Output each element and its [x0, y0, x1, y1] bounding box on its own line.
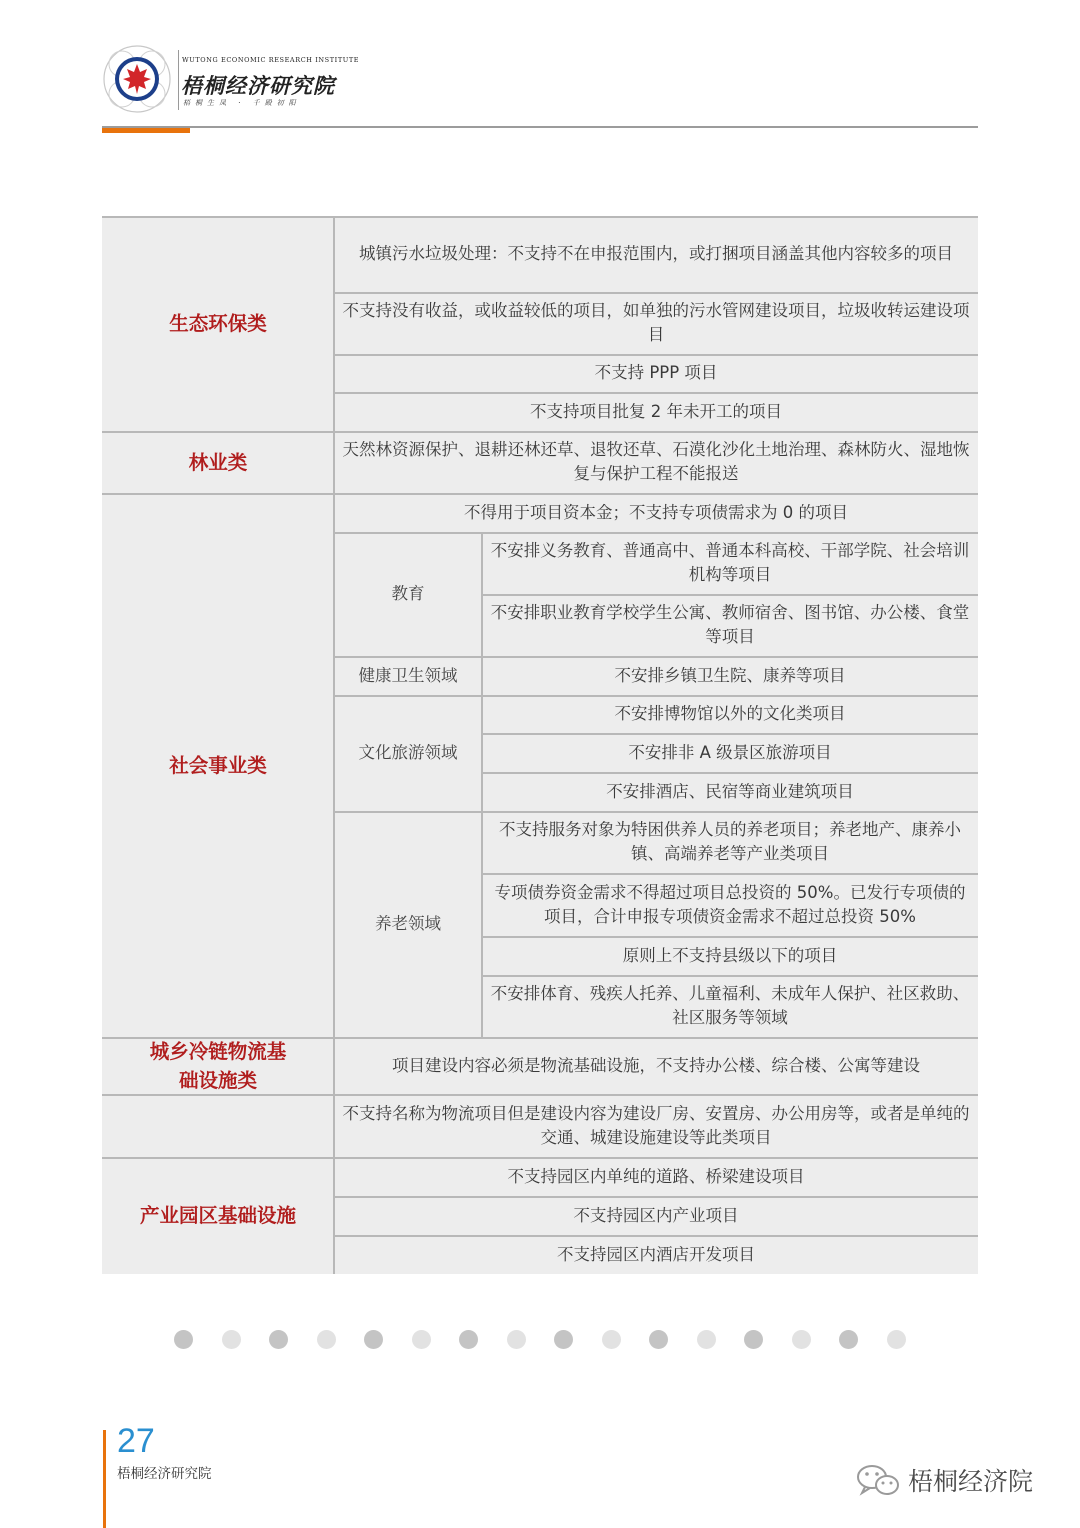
decorative-dot	[269, 1330, 288, 1349]
logo-divider	[178, 50, 179, 110]
page-number: 27	[117, 1422, 155, 1460]
category-logistics-continued	[102, 1094, 334, 1157]
row-divider	[334, 695, 978, 697]
logistics-rule-name: 不支持名称为物流项目但是建设内容为建设厂房、安置房、办公用房等，或者是单纯的交通、城建设施建设等此类项目	[334, 1094, 978, 1157]
category-eco: 生态环保类	[102, 216, 334, 431]
forest-rule: 天然林资源保护、退耕还林还草、退牧还草、石漠化沙化土地治理、森林防火、湿地恢复与保护工程不能报送	[334, 431, 978, 493]
decorative-dot	[792, 1330, 811, 1349]
culture-rule-scenic: 不安排非 A 级景区旅游项目	[482, 733, 978, 772]
row-divider	[334, 811, 978, 813]
wechat-watermark	[856, 1460, 1033, 1500]
row-divider	[334, 532, 978, 534]
row-divider	[482, 936, 978, 938]
subcategory-culture-tourism: 文化旅游领域	[334, 695, 482, 811]
category-park: 产业园区基础设施	[102, 1157, 334, 1274]
decorative-dot	[174, 1330, 193, 1349]
header-rule	[102, 126, 978, 128]
eco-rule-sewage: 城镇污水垃圾处理：不支持不在申报范围内，或打捆项目涵盖其他内容较多的项目	[334, 216, 978, 292]
decorative-dot	[887, 1330, 906, 1349]
row-divider	[482, 873, 978, 875]
row-divider	[482, 594, 978, 596]
row-divider	[334, 354, 978, 356]
park-rule-industry: 不支持园区内产业项目	[334, 1196, 978, 1235]
row-divider	[334, 1196, 978, 1198]
subcategory-elderly-care: 养老领域	[334, 811, 482, 1037]
education-rule-schools: 不安排义务教育、普通高中、普通本科高校、干部学院、社会培训机构等项目	[482, 532, 978, 594]
row-divider	[334, 656, 978, 658]
category-social: 社会事业类	[102, 493, 334, 1037]
decorative-dot	[507, 1330, 526, 1349]
decorative-dot	[602, 1330, 621, 1349]
page-header	[102, 40, 978, 136]
elderly-rule-sports: 不安排体育、残疾人托养、儿童福利、未成年人保护、社区救助、社区服务等领域	[482, 975, 978, 1037]
row-divider	[334, 1235, 978, 1237]
row-divider	[334, 292, 978, 294]
row-divider	[482, 772, 978, 774]
row-divider	[102, 1157, 978, 1159]
decorative-dot	[649, 1330, 668, 1349]
institute-name-chinese: 梧桐经济研究院	[181, 73, 335, 98]
category-forest: 林业类	[102, 431, 334, 493]
decorative-dot	[697, 1330, 716, 1349]
table-top-border	[102, 216, 978, 218]
row-divider	[102, 1094, 978, 1096]
decorative-dot	[459, 1330, 478, 1349]
row-divider	[102, 1037, 978, 1039]
institute-motto: 梧桐生凤 · 千殿初阳	[183, 99, 301, 107]
row-divider	[482, 733, 978, 735]
decorative-dot	[364, 1330, 383, 1349]
subcategory-health: 健康卫生领域	[334, 656, 482, 695]
row-divider	[102, 493, 978, 495]
header-accent-bar	[102, 128, 190, 133]
elderly-rule-service: 不支持服务对象为特困供养人员的养老项目；养老地产、康养小镇、高端养老等产业类项目	[482, 811, 978, 873]
column-divider-subcategory	[481, 532, 483, 1037]
health-rule: 不安排乡镇卫生院、康养等项目	[482, 656, 978, 695]
policy-table	[102, 216, 978, 1274]
decorative-dot	[554, 1330, 573, 1349]
decorative-dot	[412, 1330, 431, 1349]
elderly-rule-county: 原则上不支持县级以下的项目	[482, 936, 978, 975]
park-rule-roads: 不支持园区内单纯的道路、桥梁建设项目	[334, 1157, 978, 1196]
wechat-account-name: 梧桐经济院	[908, 1467, 1034, 1496]
row-divider	[334, 392, 978, 394]
wechat-icon	[856, 1463, 900, 1497]
education-rule-facilities: 不安排职业教育学校学生公寓、教师宿舍、图书馆、办公楼、食堂等项目	[482, 594, 978, 656]
decorative-dot	[222, 1330, 241, 1349]
eco-rule-revenue: 不支持没有收益，或收益较低的项目，如单独的污水管网建设项目，垃圾收转运建设项目	[334, 292, 978, 354]
column-divider-category	[333, 216, 335, 1274]
footer-accent-bar	[103, 1430, 106, 1528]
elderly-rule-funding: 专项债券资金需求不得超过项目总投资的 50%。已发行专项债的项目，合计申报专项债资金需求不超过总投资 50%	[482, 873, 978, 936]
institute-name-english: WUTONG ECONOMIC RESEARCH INSTITUTE	[182, 56, 360, 64]
culture-rule-hotel: 不安排酒店、民宿等商业建筑项目	[482, 772, 978, 811]
row-divider	[482, 975, 978, 977]
culture-rule-museum: 不安排博物馆以外的文化类项目	[482, 695, 978, 733]
row-divider	[102, 431, 978, 433]
footer-institute-name: 梧桐经济研究院	[117, 1466, 212, 1482]
decorative-dot	[744, 1330, 763, 1349]
institute-emblem-icon	[102, 44, 172, 114]
category-logistics: 城乡冷链物流基础设施类	[102, 1037, 334, 1094]
eco-rule-ppp: 不支持 PPP 项目	[334, 354, 978, 392]
logistics-rule-infrastructure: 项目建设内容必须是物流基础设施，不支持办公楼、综合楼、公寓等建设	[334, 1037, 978, 1094]
social-rule-general: 不得用于项目资本金；不支持专项债需求为 0 的项目	[334, 493, 978, 532]
park-rule-hotel: 不支持园区内酒店开发项目	[334, 1235, 978, 1274]
subcategory-education: 教育	[334, 532, 482, 656]
decorative-dot	[839, 1330, 858, 1349]
eco-rule-approval: 不支持项目批复 2 年未开工的项目	[334, 392, 978, 431]
decorative-dot	[317, 1330, 336, 1349]
decorative-dot-row	[0, 1330, 1080, 1354]
